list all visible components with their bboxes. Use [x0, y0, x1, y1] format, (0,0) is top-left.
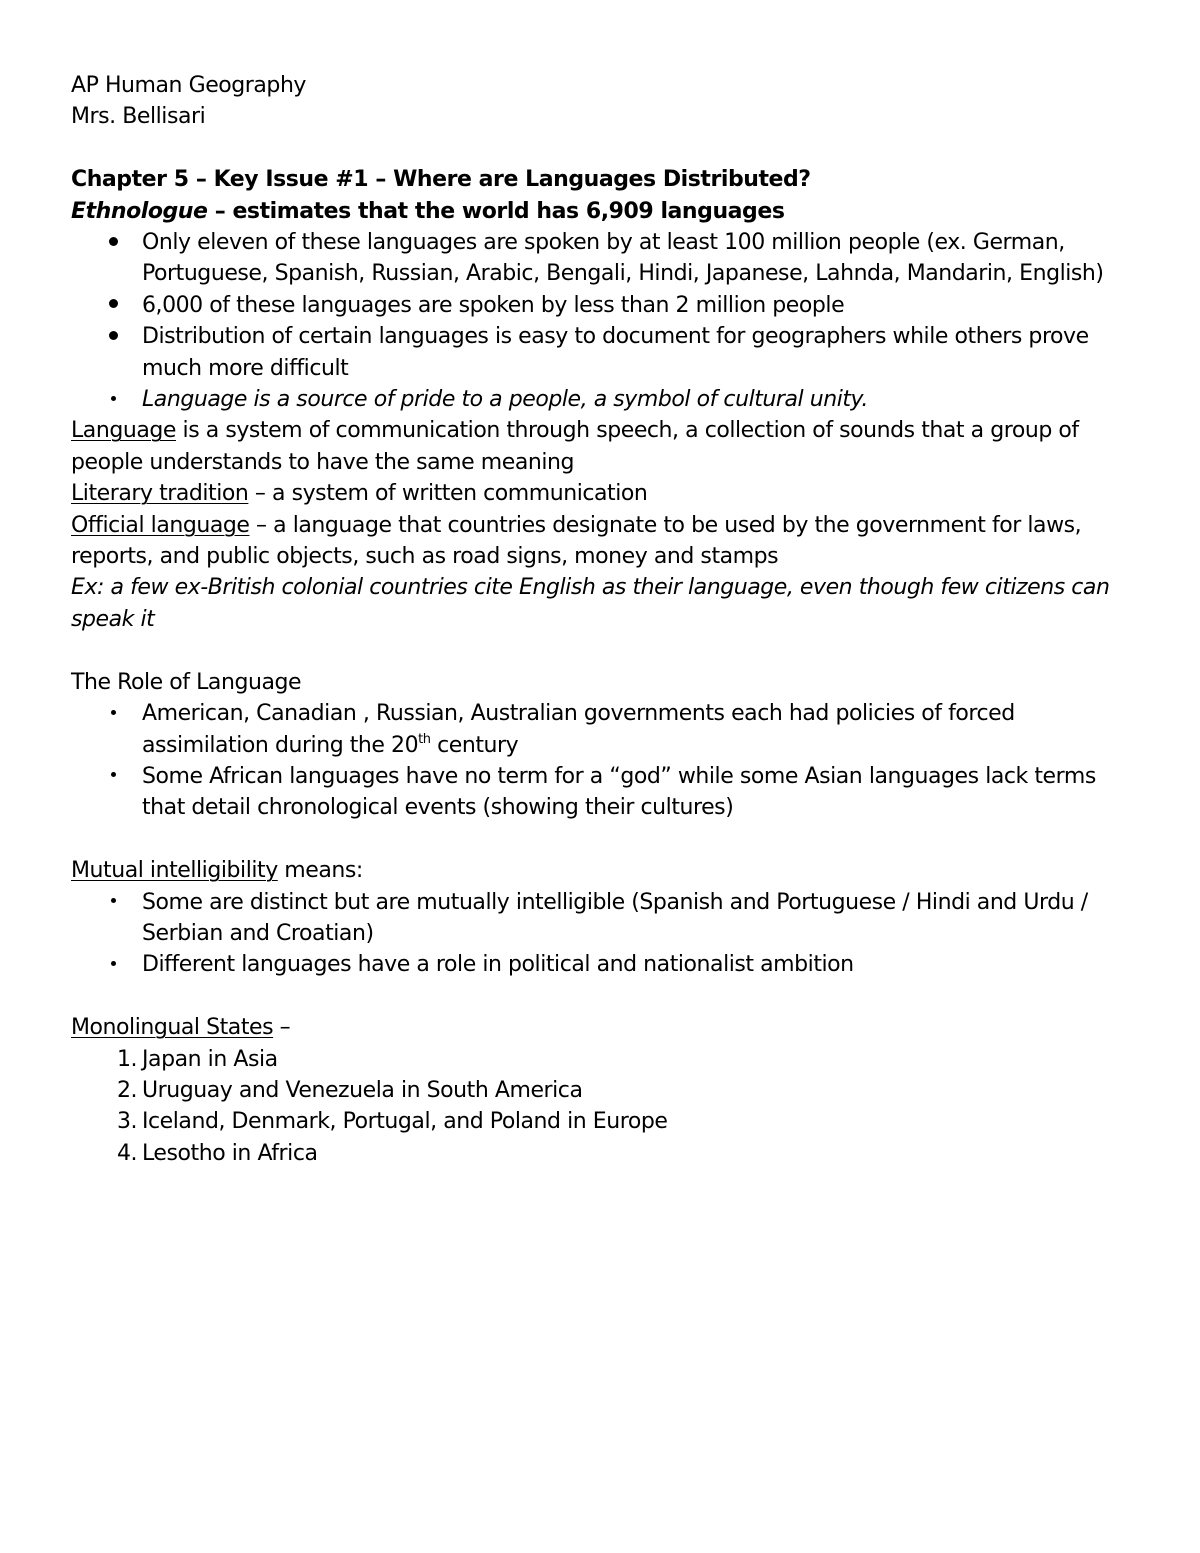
term-literary-tradition: Literary tradition	[71, 481, 249, 507]
heading-text: means:	[277, 858, 363, 884]
bullet-icon	[103, 321, 123, 352]
bullet-icon	[103, 887, 123, 918]
monolingual-states-list	[71, 1044, 1141, 1170]
list-item-text: Iceland, Denmark, Portugal, and Poland in Europe	[142, 1109, 668, 1135]
list-item-text: Some are distinct but are mutually intelligible (Spanish and Portuguese / Hindi and Urdu / Serbian and Croatian)	[142, 889, 1088, 946]
list-item-text: Uruguay and Venezuela in South America	[142, 1077, 583, 1103]
monolingual-states-heading	[71, 1012, 1141, 1043]
list-item	[71, 321, 1141, 384]
definition-text: is a system of communication through speech, a collection of sounds that a group of people understands to have the same meaning	[71, 418, 1079, 475]
term-official-language: Official language	[71, 512, 250, 538]
list-item	[71, 1044, 1141, 1075]
list-item-text: Language is a source of pride to a people, a symbol of cultural unity.	[142, 387, 868, 413]
list-number: 1.	[117, 1046, 138, 1072]
blank-line	[71, 824, 1141, 855]
ethnologue-term: Ethnologue	[71, 198, 208, 224]
document-page	[71, 70, 1141, 1169]
heading-text: –	[273, 1015, 291, 1041]
blank-line	[71, 635, 1141, 666]
list-item-text: Different languages have a role in political and nationalist ambition	[142, 952, 854, 978]
list-number: 4.	[117, 1140, 138, 1166]
superscript: th	[418, 731, 431, 747]
official-language-example: Ex: a few ex-British colonial countries cite English as their language, even though few citizens can speak it	[71, 575, 1110, 632]
bullet-icon	[103, 290, 123, 321]
list-item	[71, 1138, 1141, 1169]
list-item	[71, 698, 1141, 761]
bullet-icon	[103, 227, 123, 258]
list-item	[71, 384, 1141, 415]
list-item-text: Only eleven of these languages are spoken by at least 100 million people (ex. German, Portuguese, Spanish, Russian, Arabic, Bengali, Hindi, Japanese, Lahnda, Mandarin, English)	[142, 230, 1104, 287]
blank-line	[71, 981, 1141, 1012]
list-number: 3.	[117, 1109, 138, 1135]
list-item	[71, 949, 1141, 980]
definition-official-language	[71, 510, 1141, 573]
term-mutual-intelligibility: Mutual intelligibility	[71, 858, 278, 884]
role-of-language-heading: The Role of Language	[71, 669, 302, 695]
list-item	[71, 227, 1141, 290]
course-title: AP Human Geography	[71, 73, 307, 98]
list-number: 2.	[117, 1077, 138, 1103]
list-item-text: Japan in Asia	[142, 1046, 278, 1072]
definition-text: – a language that countries designate to be used by the government for laws, reports, and public objects, such as road signs, money and stamps	[71, 512, 1082, 570]
definition-literary-tradition	[71, 478, 1141, 509]
teacher-name: Mrs. Bellisari	[71, 104, 206, 130]
list-item	[71, 887, 1141, 950]
definition-language	[71, 415, 1141, 478]
bullet-icon	[103, 761, 123, 792]
list-item	[71, 1075, 1141, 1106]
list-item-text: century	[430, 732, 519, 758]
term-monolingual-states: Monolingual States	[71, 1015, 274, 1041]
blank-line	[71, 133, 1141, 164]
role-bullet-list	[71, 698, 1141, 824]
list-item	[71, 761, 1141, 824]
list-item-text: Some African languages have no term for a “god” while some Asian languages lack terms that detail chronological events (showing their cultures)	[142, 763, 1096, 821]
bullet-icon	[103, 384, 123, 415]
list-item-text: 6,000 of these languages are spoken by less than 2 million people	[142, 292, 845, 318]
bullet-icon	[103, 949, 123, 980]
list-item-text: Lesotho in Africa	[142, 1140, 318, 1166]
list-item-text: American, Canadian , Russian, Australian governments each had policies of forced assimilation during the 20	[142, 701, 1015, 758]
ethnologue-line	[71, 196, 1141, 227]
list-item	[71, 1106, 1141, 1137]
definition-text: – a system of written communication	[248, 481, 648, 507]
ethnologue-text: – estimates that the world has 6,909 languages	[207, 198, 785, 224]
list-item-text: Distribution of certain languages is easy to document for geographers while others prove much more difficult	[142, 324, 1089, 381]
chapter-heading: Chapter 5 – Key Issue #1 – Where are Languages Distributed?	[71, 167, 811, 193]
term-language: Language	[71, 418, 176, 444]
list-item	[71, 290, 1141, 321]
mutual-intelligibility-bullet-list	[71, 887, 1141, 981]
bullet-icon	[103, 698, 123, 729]
mutual-intelligibility-heading	[71, 855, 1141, 886]
ethnologue-bullet-list	[71, 227, 1141, 415]
